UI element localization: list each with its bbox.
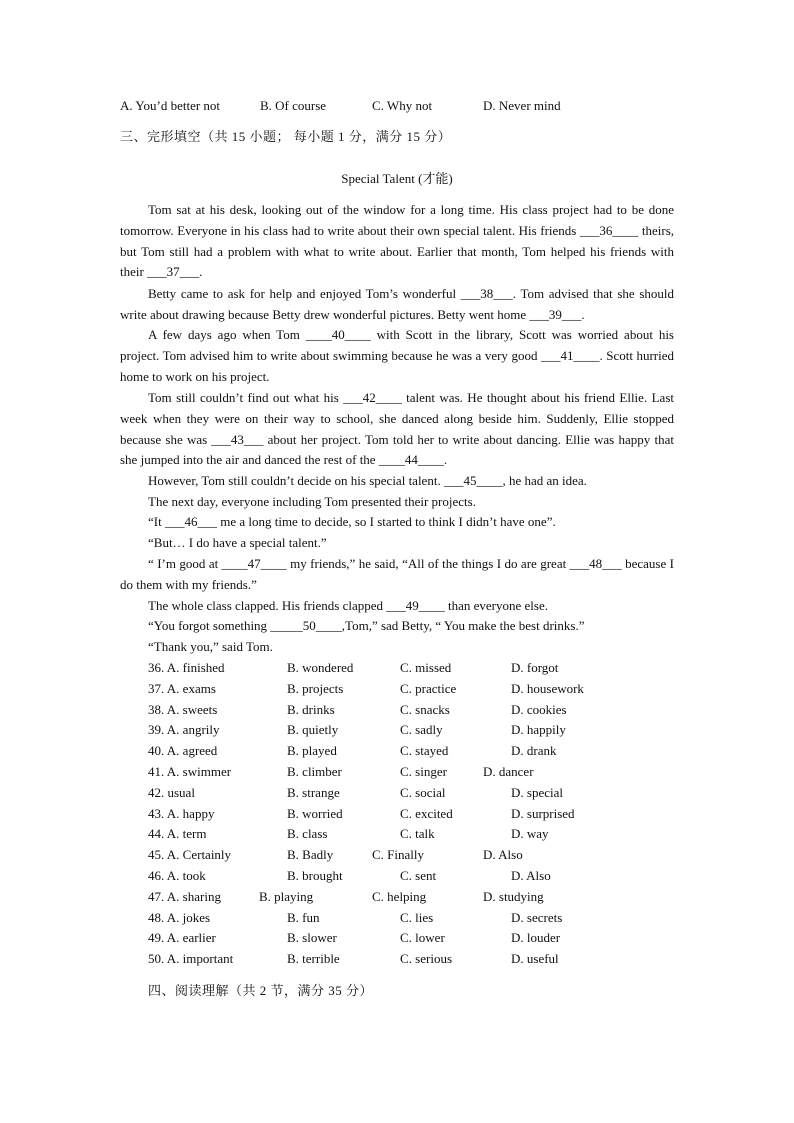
option-b: B. Of course: [260, 98, 327, 113]
question-row: [148, 887, 708, 908]
question-option-c: C. snacks: [400, 702, 450, 717]
question-option-a: 38. A. sweets: [148, 702, 218, 717]
question-option-b: B. projects: [287, 681, 344, 696]
question-option-b: B. quietly: [287, 722, 339, 737]
question-row: [148, 741, 708, 762]
question-option-c: C. sadly: [400, 722, 443, 737]
question-option-d: D. Also: [511, 868, 551, 883]
question-option-c: C. serious: [400, 951, 452, 966]
question-option-a: 44. A. term: [148, 826, 207, 841]
question-row: [148, 679, 708, 700]
question-option-a: 43. A. happy: [148, 806, 215, 821]
question-option-d: D. useful: [511, 951, 559, 966]
question-option-b: B. played: [287, 743, 337, 758]
question-option-d: D. surprised: [511, 806, 575, 821]
question-option-a: 48. A. jokes: [148, 910, 211, 925]
question-option-c: C. talk: [400, 826, 435, 841]
question-option-b: B. climber: [287, 764, 342, 779]
question-option-b: B. brought: [287, 868, 343, 883]
question-option-c: C. lower: [400, 930, 445, 945]
paragraph-2: Betty came to ask for help and enjoyed Tom’s wonderful ___38___. Tom advised that she should write about drawing because Betty drew wonderful pictures. Betty went home ___39___.: [120, 286, 674, 322]
question-option-b: B. terrible: [287, 951, 340, 966]
question-option-a: 46. A. took: [148, 868, 206, 883]
question-option-b: B. playing: [259, 889, 314, 904]
question-row: [148, 762, 708, 783]
question-option-a: 39. A. angrily: [148, 722, 220, 737]
question-row: [148, 908, 708, 929]
question-option-a: 40. A. agreed: [148, 743, 218, 758]
question-option-a: 41. A. swimmer: [148, 764, 232, 779]
question-row: [148, 804, 708, 825]
question-option-b: B. Badly: [287, 847, 334, 862]
question-option-c: C. practice: [400, 681, 457, 696]
question-option-d: D. special: [511, 785, 563, 800]
question-option-c: C. helping: [372, 889, 427, 904]
question-row: [148, 658, 708, 679]
question-option-d: D. way: [511, 826, 549, 841]
question-option-c: C. excited: [400, 806, 453, 821]
question-option-d: D. Also: [483, 847, 523, 862]
question-option-d: D. secrets: [511, 910, 563, 925]
paragraph-4: Tom still couldn’t find out what his ___42____ talent was. He thought about his friend Ellie. Last week when they were on their way to school, she danced along beside him. Suddenly, Ellie stopped because she was ___43___ about her project. Tom told her to write about dancing. Ellie was happy that she jumped into the air and danced the rest of the ____44____.: [120, 390, 674, 468]
question-option-a: 50. A. important: [148, 951, 234, 966]
paragraph-10: The whole class clapped. His friends clapped ___49____ than everyone else.: [148, 598, 548, 613]
question-row: [148, 845, 708, 866]
question-option-b: B. fun: [287, 910, 320, 925]
question-option-d: D. dancer: [483, 764, 534, 779]
question-option-b: B. worried: [287, 806, 343, 821]
paragraph-1: Tom sat at his desk, looking out of the window for a long time. His class project had to be done tomorrow. Everyone in his class had to write about their own special talent. His friends ___36____ theirs, but Tom still had a problem with what to write about. Earlier that month, Tom helped his friends with their ___37___.: [120, 202, 674, 280]
question-option-d: D. drank: [511, 743, 557, 758]
question-option-d: D. cookies: [511, 702, 567, 717]
question-row: [148, 866, 708, 887]
paragraph-9: “ I’m good at ____47____ my friends,” he said, “All of the things I do are great ___48___ because I do them with my friends.”: [120, 556, 674, 592]
question-option-a: 42. usual: [148, 785, 195, 800]
option-d: D. Never mind: [483, 98, 561, 113]
question-option-c: C. missed: [400, 660, 452, 675]
paragraph-11: “You forgot something _____50____,Tom,” sad Betty, “ You make the best drinks.”: [148, 618, 585, 633]
question-row: [148, 783, 708, 804]
question-option-a: 37. A. exams: [148, 681, 216, 696]
question-row: [148, 720, 708, 741]
question-option-a: 47. A. sharing: [148, 889, 221, 904]
question-option-d: D. happily: [511, 722, 566, 737]
option-a: A. You’d better not: [120, 98, 221, 113]
question-option-c: C. social: [400, 785, 446, 800]
option-c: C. Why not: [372, 98, 433, 113]
question-option-b: B. wondered: [287, 660, 354, 675]
question-option-c: C. stayed: [400, 743, 449, 758]
question-option-c: C. lies: [400, 910, 434, 925]
question-option-d: D. housework: [511, 681, 584, 696]
question-option-b: B. class: [287, 826, 328, 841]
question-option-c: C. sent: [400, 868, 437, 883]
paragraph-5: However, Tom still couldn’t decide on his special talent. ___45____, he had an idea.: [148, 473, 587, 488]
question-option-a: 36. A. finished: [148, 660, 225, 675]
paragraph-8: “But… I do have a special talent.”: [148, 535, 327, 550]
previous-question-options: [120, 98, 680, 114]
paragraph-7: “It ___46___ me a long time to decide, so I started to think I didn’t have one”.: [148, 514, 556, 529]
section-3-heading: 三、完形填空（共 15 小题； 每小题 1 分，满分 15 分）: [120, 129, 452, 144]
section-4-heading: 四、阅读理解（共 2 节，满分 35 分）: [148, 983, 374, 998]
paragraph-12: “Thank you,” said Tom.: [148, 639, 273, 654]
question-option-d: D. studying: [483, 889, 544, 904]
question-option-b: B. slower: [287, 930, 337, 945]
passage-title: Special Talent (才能): [341, 171, 453, 186]
question-option-d: D. forgot: [511, 660, 559, 675]
question-row: [148, 824, 708, 845]
question-option-c: C. singer: [400, 764, 447, 779]
question-option-b: B. drinks: [287, 702, 335, 717]
question-option-c: C. Finally: [372, 847, 425, 862]
paragraph-6: The next day, everyone including Tom presented their projects.: [148, 494, 476, 509]
question-option-a: 49. A. earlier: [148, 930, 216, 945]
question-row: [148, 700, 708, 721]
question-option-d: D. louder: [511, 930, 561, 945]
question-option-b: B. strange: [287, 785, 340, 800]
question-option-a: 45. A. Certainly: [148, 847, 232, 862]
question-row: [148, 949, 708, 970]
paragraph-3: A few days ago when Tom ____40____ with Scott in the library, Scott was worried about his project. Tom advised him to write about swimming because he was a very good ___41____. Scott hurried home to work on his project.: [120, 327, 674, 384]
question-row: [148, 928, 708, 949]
